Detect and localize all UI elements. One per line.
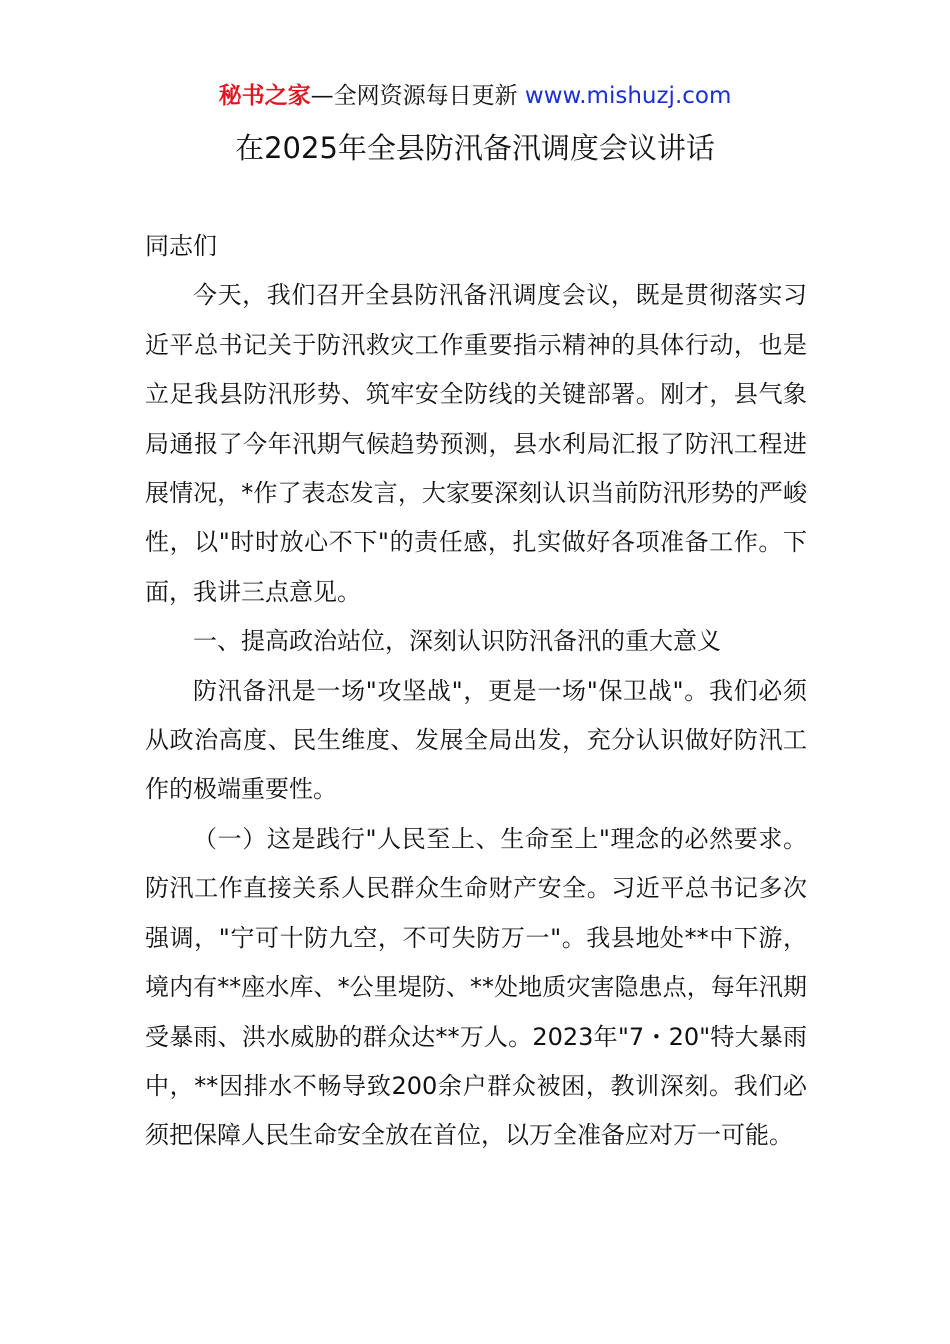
- site-brand: 秘书之家: [218, 83, 311, 109]
- paragraph-section-1-intro: 防汛备汛是一场"攻坚战"，更是一场"保卫战"。我们必须从政治高度、民生维度、发展全局出发，充分认识做好防汛工作的极端重要性。: [145, 676, 807, 804]
- site-header: [0, 80, 950, 112]
- paragraph-subsection-1: （一）这是践行"人民至上、生命至上"理念的必然要求。防汛工作直接关系人民群众生命财产安全。习近平总书记多次强调，"宁可十防九空，不可失防万一"。我县地处**中下游，境内有**座水库、*公里堤防、**处地质灾害隐患点，每年汛期受暴雨、洪水威胁的群众达**万人。2023年"7・20"特大暴雨中，**因排水不畅导致200余户群众被困，教训深刻。我们必须把保障人民生命安全放在首位，以万全准备应对万一可能。: [145, 824, 807, 1150]
- document-body: [145, 222, 807, 1161]
- section-heading-1: 一、提高政治站位，深刻认识防汛备汛的重大意义: [193, 627, 721, 656]
- document-title: 在2025年全县防汛备汛调度会议讲话: [235, 131, 715, 165]
- paragraph-intro: 今天，我们召开全县防汛备汛调度会议，既是贯彻落实习近平总书记关于防汛救灾工作重要指示精神的具体行动，也是立足我县防汛形势、筑牢安全防线的关键部署。刚才，县气象局通报了今年汛期气候趋势预测，县水利局汇报了防汛工程进展情况，*作了表态发言，大家要深刻认识当前防汛形势的严峻性，以"时时放心不下"的责任感，扎实做好各项准备工作。下面，我讲三点意见。: [145, 281, 807, 606]
- salutation: 同志们: [145, 232, 217, 260]
- site-tagline: —全网资源每日更新: [310, 83, 525, 109]
- site-url-link[interactable]: www.mishuzj.com: [524, 83, 732, 109]
